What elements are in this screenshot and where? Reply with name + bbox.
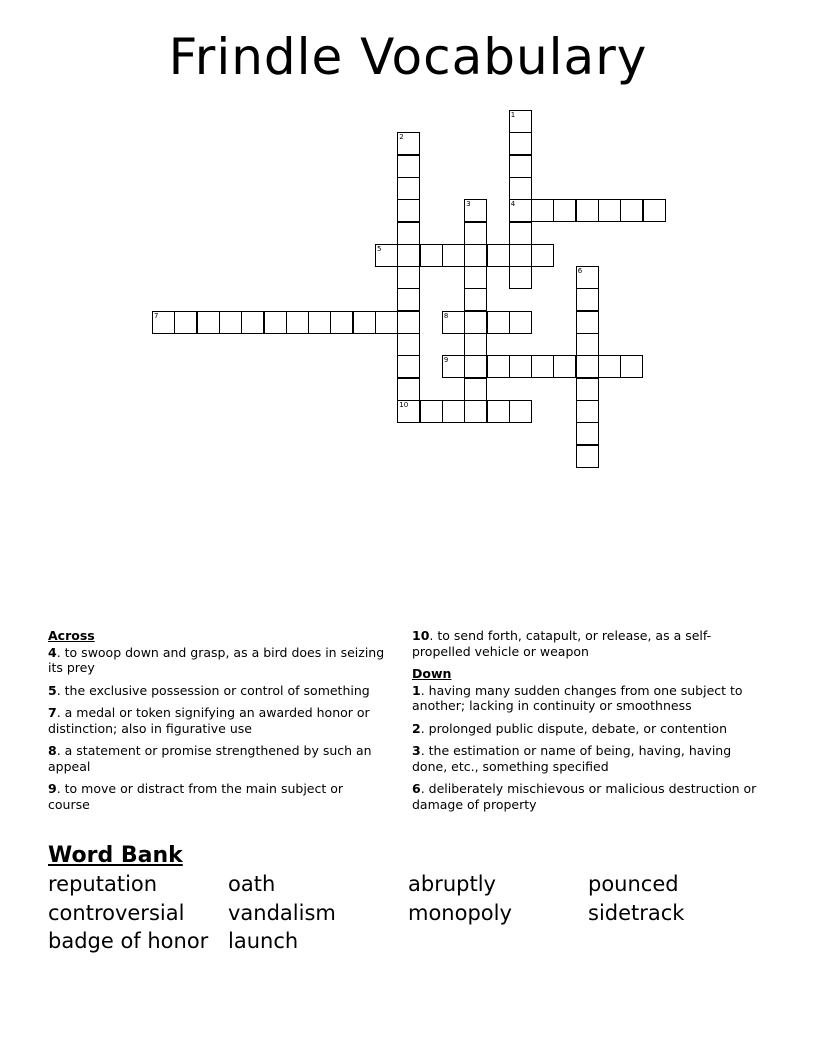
grid-cell bbox=[509, 400, 532, 423]
grid-cell bbox=[620, 355, 643, 378]
clue-down-1: 1. having many sudden changes from one subject to another; lacking in continuity or smoothness bbox=[412, 682, 743, 713]
clue-down-6: 6. deliberately mischievous or malicious destruction or damage of property bbox=[412, 781, 757, 812]
clue-number: 10 bbox=[412, 628, 430, 643]
grid-cell bbox=[397, 400, 420, 423]
word-bank-title: Word Bank bbox=[48, 843, 183, 868]
clue-number: 3 bbox=[412, 743, 421, 758]
grid-cell bbox=[509, 355, 532, 378]
word-bank-item: sidetrack bbox=[588, 900, 685, 925]
grid-cell bbox=[643, 199, 666, 222]
grid-cell bbox=[308, 311, 331, 334]
grid-cell bbox=[442, 244, 465, 267]
word-bank-item: monopoly bbox=[408, 900, 512, 925]
word-bank-item: abruptly bbox=[408, 872, 496, 896]
word-bank-item: reputation bbox=[48, 872, 158, 896]
grid-cell bbox=[576, 378, 599, 401]
grid-cell bbox=[509, 177, 532, 200]
grid-cell bbox=[509, 222, 532, 245]
clue-number: 2 bbox=[412, 720, 421, 736]
grid-cell bbox=[553, 199, 576, 222]
grid-cell bbox=[598, 355, 621, 378]
grid-cell bbox=[464, 244, 487, 267]
grid-cell bbox=[464, 222, 487, 245]
cell-number: 2 bbox=[399, 133, 404, 142]
clues-right-column bbox=[412, 628, 757, 819]
grid-cell bbox=[442, 311, 465, 334]
grid-cell bbox=[464, 288, 487, 311]
grid-cell bbox=[576, 400, 599, 423]
clue-number: 8 bbox=[48, 743, 57, 758]
grid-cell bbox=[397, 222, 420, 245]
grid-cell bbox=[464, 355, 487, 378]
grid-cell bbox=[487, 400, 510, 423]
clue-number: 1 bbox=[412, 682, 421, 698]
word-bank-item: controversial bbox=[48, 900, 185, 925]
cell-number: 3 bbox=[466, 200, 471, 209]
grid-cell bbox=[375, 244, 398, 267]
grid-cell bbox=[509, 132, 532, 155]
grid-cell bbox=[397, 244, 420, 267]
clue-text: prolonged public dispute, debate, or contention bbox=[428, 720, 727, 736]
grid-cell bbox=[353, 311, 376, 334]
grid-cell bbox=[576, 445, 599, 468]
word-bank-item: oath bbox=[228, 872, 276, 896]
grid-cell bbox=[286, 311, 309, 334]
grid-cell bbox=[375, 311, 398, 334]
clue-across-7: 7. a medal or token signifying an awarded honor or distinction; also in figurative use bbox=[48, 705, 370, 736]
across-heading: Across bbox=[48, 628, 95, 643]
grid-cell bbox=[620, 199, 643, 222]
clue-across-10: 10. to send forth, catapult, or release, as a self-propelled vehicle or weapon bbox=[412, 628, 712, 659]
word-bank-item: badge of honor bbox=[48, 929, 209, 953]
grid-cell bbox=[330, 311, 353, 334]
clue-number: 6 bbox=[412, 781, 421, 796]
grid-cell bbox=[464, 378, 487, 401]
grid-cell bbox=[576, 333, 599, 356]
grid-cell bbox=[397, 155, 420, 178]
grid-cell bbox=[219, 311, 242, 334]
grid-cell bbox=[264, 311, 287, 334]
grid-cell bbox=[397, 266, 420, 289]
grid-cell bbox=[397, 355, 420, 378]
clue-text: to move or distract from the main subject or course bbox=[48, 781, 344, 812]
grid-cell bbox=[397, 288, 420, 311]
word-bank-item: vandalism bbox=[228, 900, 336, 925]
word-bank bbox=[48, 872, 788, 958]
grid-cell bbox=[464, 333, 487, 356]
clue-number: 7 bbox=[48, 705, 57, 720]
grid-cell bbox=[442, 400, 465, 423]
clue-number: 9 bbox=[48, 781, 57, 796]
clue-text: the estimation or name of being, having, having done, etc., something specified bbox=[412, 743, 732, 774]
grid-cell bbox=[464, 199, 487, 222]
clue-text: a medal or token signifying an awarded honor or distinction; also in figurative use bbox=[48, 705, 370, 736]
grid-cell bbox=[487, 311, 510, 334]
word-bank-item: pounced bbox=[588, 872, 679, 896]
cell-number: 5 bbox=[377, 244, 382, 253]
clue-across-4: 4. to swoop down and grasp, as a bird does in seizing its prey bbox=[48, 644, 385, 675]
clue-text: having many sudden changes from one subject to another; lacking in continuity or smoothness bbox=[412, 682, 743, 713]
cell-number: 8 bbox=[443, 311, 449, 320]
grid-cell bbox=[397, 311, 420, 334]
grid-cell bbox=[509, 199, 532, 222]
clue-across-9: 9. to move or distract from the main subject or course bbox=[48, 781, 344, 812]
grid-cell bbox=[464, 311, 487, 334]
grid-cell bbox=[397, 199, 420, 222]
grid-cell bbox=[487, 244, 510, 267]
clue-number: 4 bbox=[48, 644, 57, 660]
grid-cell bbox=[442, 355, 465, 378]
grid-cell bbox=[397, 177, 420, 200]
clue-text: to send forth, catapult, or release, as a self-propelled vehicle or weapon bbox=[412, 628, 712, 659]
crossword-grid bbox=[0, 0, 816, 520]
grid-cell bbox=[509, 266, 532, 289]
grid-cell bbox=[464, 400, 487, 423]
grid-cell bbox=[397, 378, 420, 401]
grid-cell bbox=[531, 199, 554, 222]
grid-cell bbox=[598, 199, 621, 222]
grid-cell bbox=[576, 355, 599, 378]
clue-down-2: 2. prolonged public dispute, debate, or contention bbox=[412, 720, 727, 736]
clue-text: the exclusive possession or control of something bbox=[64, 682, 370, 698]
cell-number: 9 bbox=[443, 356, 449, 365]
grid-cell bbox=[241, 311, 264, 334]
grid-cell bbox=[174, 311, 197, 334]
grid-cell bbox=[152, 311, 175, 334]
grid-cell bbox=[420, 244, 443, 267]
grid-cell bbox=[509, 244, 532, 267]
grid-cell bbox=[509, 311, 532, 334]
grid-cell bbox=[531, 355, 554, 378]
down-heading: Down bbox=[412, 666, 452, 681]
clue-number: 5 bbox=[48, 682, 57, 698]
grid-cell bbox=[576, 422, 599, 445]
grid-cell bbox=[397, 132, 420, 155]
grid-cell bbox=[576, 266, 599, 289]
word-bank-item: launch bbox=[228, 929, 299, 953]
page-title: Frindle Vocabulary bbox=[168, 28, 648, 86]
clue-text: a statement or promise strengthened by such an appeal bbox=[48, 743, 372, 774]
grid-cell bbox=[576, 199, 599, 222]
clue-across-5: 5. the exclusive possession or control of something bbox=[48, 682, 370, 698]
grid-cell bbox=[420, 400, 443, 423]
cell-number: 6 bbox=[577, 267, 583, 276]
clues-left-column bbox=[48, 628, 388, 819]
grid-cell bbox=[553, 355, 576, 378]
cell-number: 4 bbox=[510, 200, 516, 209]
cell-number: 7 bbox=[154, 311, 159, 320]
grid-cell bbox=[509, 155, 532, 178]
cell-number: 10 bbox=[399, 400, 409, 409]
grid-cell bbox=[531, 244, 554, 267]
grid-cell bbox=[397, 333, 420, 356]
cell-number: 1 bbox=[510, 111, 516, 119]
clue-down-3: 3. the estimation or name of being, having, having done, etc., something specified bbox=[412, 743, 732, 774]
clue-text: to swoop down and grasp, as a bird does in seizing its prey bbox=[48, 644, 385, 675]
clue-text: deliberately mischievous or malicious destruction or damage of property bbox=[412, 781, 757, 812]
grid-cell bbox=[197, 311, 220, 334]
grid-cell bbox=[487, 355, 510, 378]
clue-across-8: 8. a statement or promise strengthened by such an appeal bbox=[48, 743, 372, 774]
grid-cell bbox=[464, 266, 487, 289]
grid-cell bbox=[576, 311, 599, 334]
grid-cell bbox=[576, 288, 599, 311]
grid-cell bbox=[509, 110, 532, 133]
